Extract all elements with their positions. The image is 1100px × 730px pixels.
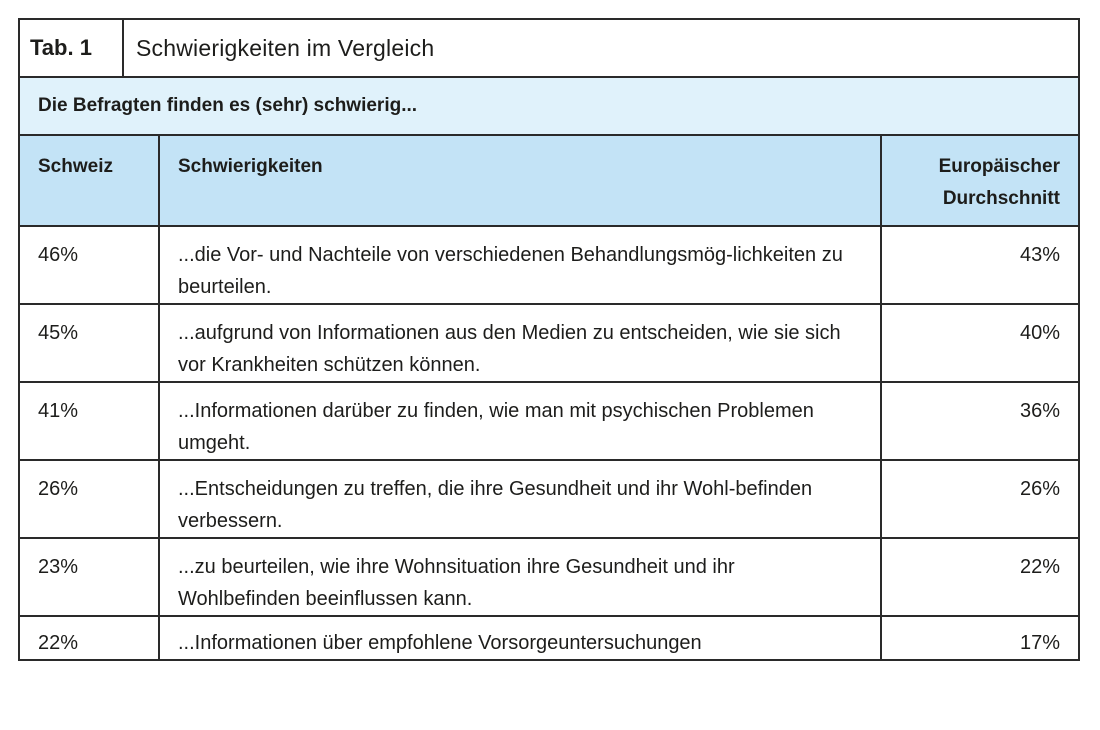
cell-europa: 43% — [881, 226, 1078, 304]
table-row — [20, 460, 1078, 538]
cell-schwierigkeit: ...Entscheidungen zu treffen, die ihre Gesundheit und ihr Wohl-befinden verbessern. — [159, 460, 881, 538]
table-row — [20, 382, 1078, 460]
column-header-europa-line1: Europäischer — [938, 156, 1060, 177]
cell-schwierigkeit: ...die Vor- und Nachteile von verschiedenen Behandlungsmög-lichkeiten zu beurteilen. — [159, 226, 881, 304]
table-number-label: Tab. 1 — [20, 20, 124, 76]
table-row — [20, 616, 1078, 659]
cell-europa: 17% — [881, 616, 1078, 659]
cell-schwierigkeit: ...aufgrund von Informationen aus den Medien zu entscheiden, wie sie sich vor Krankheiten schützen können. — [159, 304, 881, 382]
column-header-schweiz: Schweiz — [20, 136, 159, 226]
column-header-europa — [881, 136, 1078, 226]
table-title-row — [20, 20, 1078, 78]
table-row — [20, 226, 1078, 304]
comparison-table-panel — [18, 18, 1080, 661]
table-row — [20, 304, 1078, 382]
cell-schweiz: 22% — [20, 616, 159, 659]
cell-schwierigkeit: ...Informationen über empfohlene Vorsorgeuntersuchungen — [159, 616, 881, 659]
table-row — [20, 538, 1078, 616]
comparison-table — [20, 136, 1078, 659]
cell-schwierigkeit: ...Informationen darüber zu finden, wie man mit psychischen Problemen umgeht. — [159, 382, 881, 460]
cell-schweiz: 26% — [20, 460, 159, 538]
cell-europa: 22% — [881, 538, 1078, 616]
cell-schweiz: 23% — [20, 538, 159, 616]
column-header-schwierigkeiten: Schwierigkeiten — [159, 136, 881, 226]
cell-schweiz: 45% — [20, 304, 159, 382]
table-title: Schwierigkeiten im Vergleich — [136, 34, 435, 61]
table-subtitle: Die Befragten finden es (sehr) schwierig... — [20, 78, 1078, 136]
cell-europa: 36% — [881, 382, 1078, 460]
cell-schweiz: 41% — [20, 382, 159, 460]
cell-schweiz: 46% — [20, 226, 159, 304]
column-header-europa-line2: Durchschnitt — [942, 188, 1060, 209]
cell-europa: 40% — [881, 304, 1078, 382]
cell-schwierigkeit: ...zu beurteilen, wie ihre Wohnsituation ihre Gesundheit und ihr Wohlbefinden beeinflussen kann. — [159, 538, 881, 616]
table-header-row — [20, 136, 1078, 226]
cell-europa: 26% — [881, 460, 1078, 538]
